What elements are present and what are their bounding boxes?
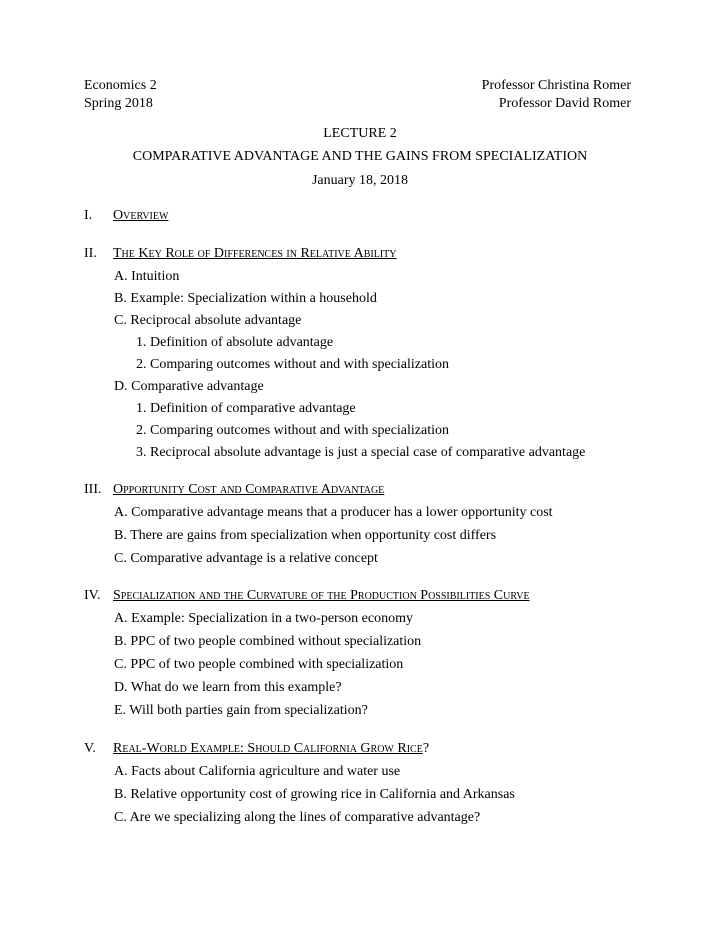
- section-number: II.: [84, 246, 97, 261]
- outline-item: B. Relative opportunity cost of growing rice in California and Arkansas: [114, 787, 515, 802]
- outline-subitem: 2. Comparing outcomes without and with specialization: [136, 357, 449, 372]
- course-term: Spring 2018: [84, 96, 153, 111]
- course-name: Economics 2: [84, 78, 157, 93]
- section-heading: [84, 741, 429, 757]
- section-heading: [84, 246, 397, 262]
- outline-item: A. Facts about California agriculture and water use: [114, 764, 401, 779]
- section-number: V.: [84, 741, 96, 756]
- outline-item: B. There are gains from specialization when opportunity cost differs: [114, 528, 497, 543]
- section-number: III.: [84, 482, 102, 497]
- outline-item: D. Comparative advantage: [114, 379, 264, 394]
- outline-item: B. Example: Specialization within a household: [114, 291, 377, 306]
- outline-item: A. Example: Specialization in a two-person economy: [114, 611, 413, 626]
- outline-subitem: 1. Definition of absolute advantage: [136, 335, 334, 350]
- lecture-date: January 18, 2018: [311, 173, 409, 188]
- section-number: I.: [84, 208, 93, 223]
- section-heading: [84, 588, 530, 604]
- professor-2: Professor David Romer: [498, 96, 631, 111]
- section-title: Specialization and the Curvature of the Production Possibilities Curve: [113, 588, 530, 603]
- section-title-suffix: ?: [422, 741, 430, 756]
- section-title: Overview: [113, 208, 169, 223]
- outline-item: E. Will both parties gain from specialization?: [114, 703, 368, 718]
- lecture-title: COMPARATIVE ADVANTAGE AND THE GAINS FROM SPECIALIZATION: [132, 149, 588, 164]
- outline-item: C. Comparative advantage is a relative concept: [114, 551, 378, 566]
- lecture-number: LECTURE 2: [323, 126, 397, 141]
- outline-item: D. What do we learn from this example?: [114, 680, 342, 695]
- outline-subitem: 1. Definition of comparative advantage: [136, 401, 356, 416]
- course-header: [84, 77, 157, 113]
- outline-subitem: 3. Reciprocal absolute advantage is just a special case of comparative advantage: [136, 445, 586, 460]
- section-title: The Key Role of Differences in Relative Ability: [113, 246, 397, 261]
- section-title: Real-World Example: Should California Grow Rice: [113, 741, 423, 756]
- outline-item: C. PPC of two people combined with specialization: [114, 657, 404, 672]
- section-heading: [84, 482, 384, 498]
- professor-header: [482, 77, 631, 113]
- professor-1: Professor Christina Romer: [481, 78, 631, 93]
- outline-item: A. Intuition: [114, 269, 180, 284]
- section-number: IV.: [84, 588, 101, 603]
- section-title: Opportunity Cost and Comparative Advantage: [113, 482, 385, 497]
- outline-item: C. Reciprocal absolute advantage: [114, 313, 302, 328]
- outline-item: C. Are we specializing along the lines of comparative advantage?: [114, 810, 481, 825]
- outline-item: B. PPC of two people combined without specialization: [114, 634, 422, 649]
- outline-subitem: 2. Comparing outcomes without and with specialization: [136, 423, 449, 438]
- outline-item: A. Comparative advantage means that a producer has a lower opportunity cost: [114, 505, 553, 520]
- section-heading: [84, 208, 168, 224]
